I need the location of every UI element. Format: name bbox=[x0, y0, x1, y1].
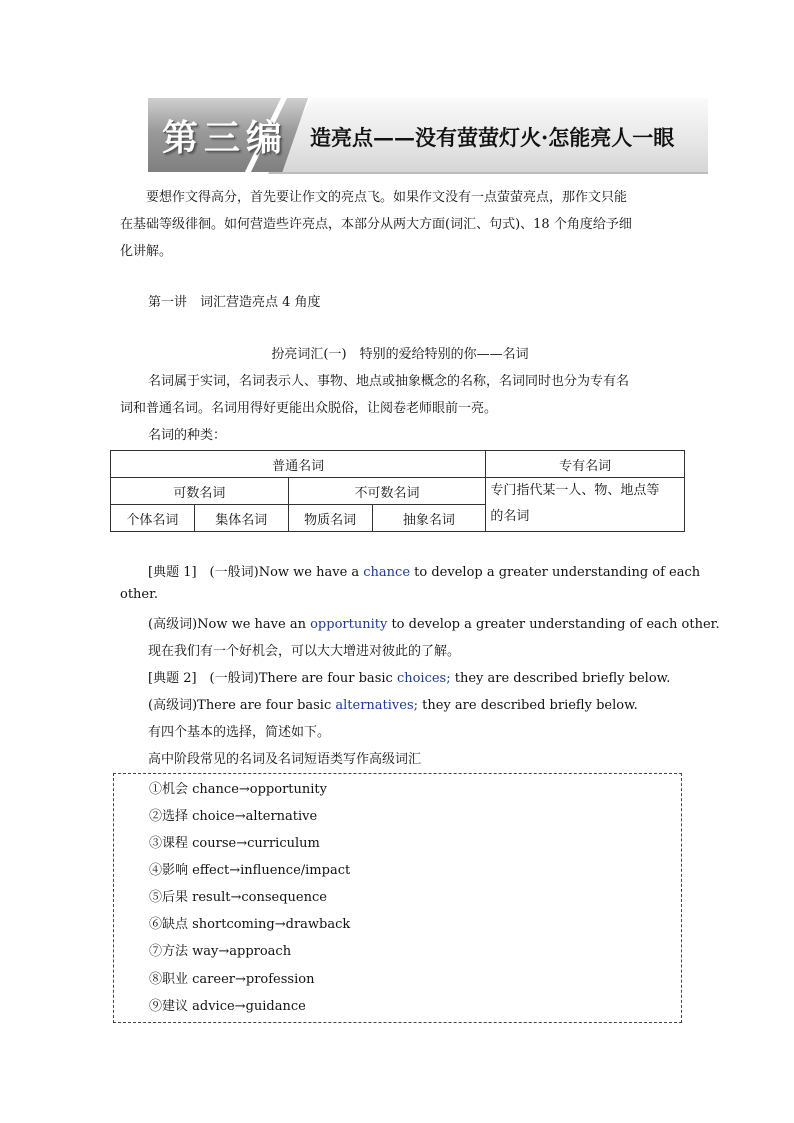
banner-part-label: 第三编 bbox=[162, 118, 289, 159]
example-2-tag: [典题 2] (一般词)There are four basic bbox=[148, 671, 397, 686]
cell-proper-desc bbox=[486, 478, 685, 532]
vocab-heading: 高中阶段常见的名词及名词短语类写作高级词汇 bbox=[148, 752, 422, 767]
example-1-advanced bbox=[148, 613, 720, 632]
vocab-item: ⑦方法 way→approach bbox=[149, 944, 292, 959]
example-2-keyword: choices; bbox=[396, 671, 451, 686]
chapter-banner bbox=[148, 98, 708, 172]
section-title: 扮亮词汇(一) 特别的爱给特别的你——名词 bbox=[271, 347, 529, 362]
example-2-adv-pre: (高级词)There are four basic bbox=[148, 698, 336, 713]
intro-line-3: 化讲解。 bbox=[120, 244, 173, 259]
vocab-item: ⑨建议 advice→guidance bbox=[149, 999, 306, 1014]
cell-uncountable: 不可数名词 bbox=[288, 478, 486, 505]
proper-desc-line-1: 专门指代某一人、物、地点等 bbox=[490, 483, 660, 498]
example-2-adv-keyword: alternatives; bbox=[335, 698, 419, 713]
noun-classification-table bbox=[110, 450, 685, 532]
example-1-adv-post: to develop a greater understanding of each other. bbox=[387, 617, 720, 632]
vocab-item: ④影响 effect→influence/impact bbox=[149, 863, 351, 878]
cell-individual: 个体名词 bbox=[111, 505, 195, 532]
example-1-tag: [典题 1] (一般词)Now we have a bbox=[148, 565, 364, 580]
cell-collective: 集体名词 bbox=[194, 505, 288, 532]
proper-desc-line-2: 的名词 bbox=[490, 509, 530, 524]
lecture-title: 第一讲 词汇营造亮点 4 角度 bbox=[148, 295, 321, 310]
example-1-translation: 现在我们有一个好机会，可以大大增进对彼此的了解。 bbox=[148, 644, 461, 659]
cell-countable: 可数名词 bbox=[111, 478, 289, 505]
vocab-item: ③课程 course→curriculum bbox=[149, 836, 320, 851]
noun-intro-line-2: 词和普通名词。名词用得好更能出众脱俗，让阅卷老师眼前一亮。 bbox=[120, 401, 498, 416]
vocab-item: ②选择 choice→alternative bbox=[149, 809, 318, 824]
example-2-rest: they are described briefly below. bbox=[450, 671, 671, 686]
vocab-item: ①机会 chance→opportunity bbox=[149, 782, 327, 797]
example-1-rest: to develop a greater understanding of each bbox=[410, 565, 701, 580]
cell-proper-noun: 专有名词 bbox=[486, 451, 685, 478]
intro-line-2: 在基础等级徘徊。如何营造些许亮点，本部分从两大方面(词汇、句式)、18 个角度给予细 bbox=[120, 217, 632, 232]
noun-intro-line-1: 名词属于实词，名词表示人、事物、地点或抽象概念的名称，名词同时也分为专有名 bbox=[148, 374, 630, 389]
banner-title: 造亮点——没有萤萤灯火·怎能亮人一眼 bbox=[310, 125, 675, 150]
example-1 bbox=[148, 561, 708, 580]
cell-abstract: 抽象名词 bbox=[372, 505, 486, 532]
example-2-translation: 有四个基本的选择，简述如下。 bbox=[148, 725, 331, 740]
classification-label: 名词的种类： bbox=[148, 428, 227, 443]
example-1-continued: other. bbox=[120, 587, 159, 602]
example-2-adv-post: they are described briefly below. bbox=[418, 698, 638, 713]
example-2 bbox=[148, 667, 708, 686]
example-1-adv-keyword: opportunity bbox=[310, 617, 388, 632]
vocab-box bbox=[113, 773, 682, 1023]
cell-common-noun: 普通名词 bbox=[111, 451, 486, 478]
vocab-item: ⑥缺点 shortcoming→drawback bbox=[149, 917, 351, 932]
example-1-keyword: chance bbox=[363, 565, 411, 580]
vocab-item: ⑧职业 career→profession bbox=[149, 972, 315, 987]
cell-material: 物质名词 bbox=[288, 505, 372, 532]
example-1-adv-pre: (高级词)Now we have an bbox=[148, 617, 311, 632]
vocab-item: ⑤后果 result→consequence bbox=[149, 890, 327, 905]
example-2-advanced bbox=[148, 694, 708, 713]
intro-line-1: 要想作文得高分，首先要让作文的亮点飞。如果作文没有一点萤萤亮点，那作文只能 bbox=[146, 190, 628, 205]
